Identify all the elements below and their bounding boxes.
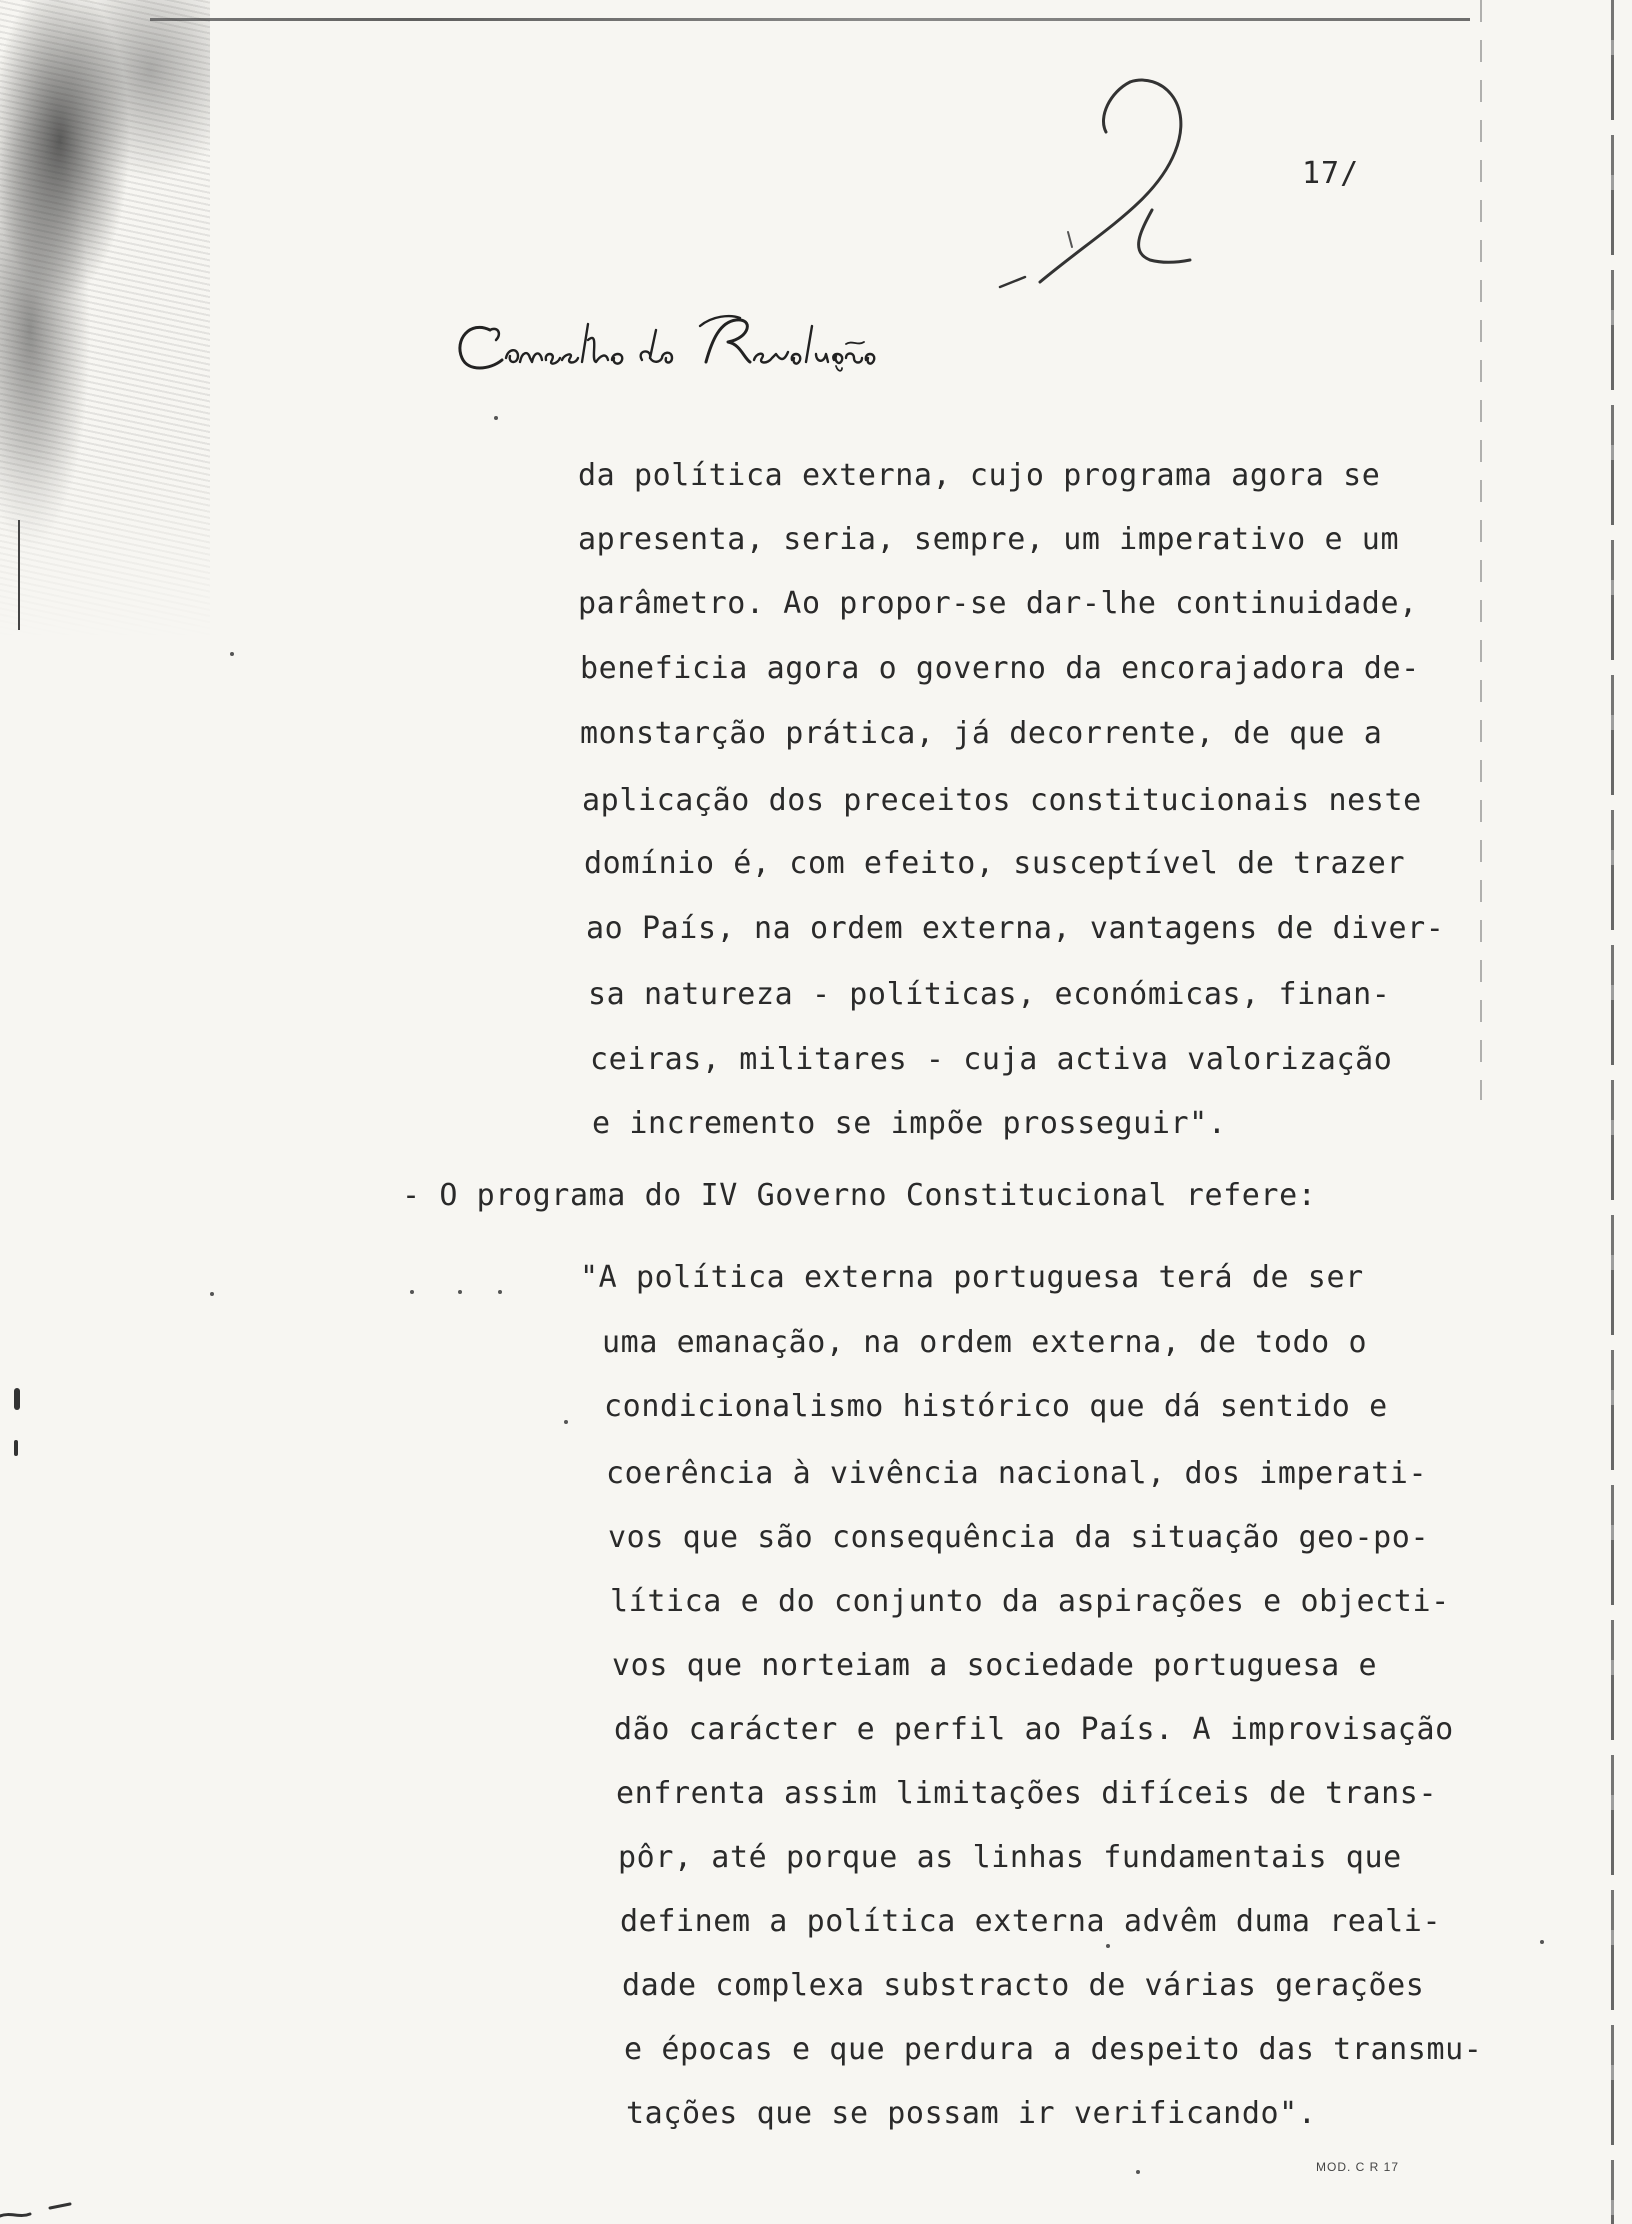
body-line: sa natureza - políticas, económicas, finan- — [588, 977, 1391, 1012]
scan-speck — [210, 1292, 214, 1296]
body-line: pôr, até porque as linhas fundamentais que — [618, 1840, 1402, 1875]
handwritten-numeral-mark — [980, 72, 1220, 312]
body-line: dade complexa substracto de várias gerações — [622, 1968, 1425, 2003]
right-scan-edge — [1611, 0, 1614, 2224]
scan-speck — [564, 1420, 568, 1424]
right-scan-edge-inner — [1480, 0, 1482, 1100]
body-line: uma emanação, na ordem externa, de todo o — [602, 1325, 1368, 1360]
body-line: "A política externa portuguesa terá de ser — [580, 1260, 1364, 1295]
body-line: coerência à vivência nacional, dos imperati- — [606, 1456, 1428, 1491]
binding-mark — [14, 1440, 18, 1456]
body-line: monstarção prática, já decorrente, de que a — [580, 716, 1383, 751]
scan-speck — [230, 652, 234, 656]
body-line: beneficia agora o governo da encorajadora de- — [580, 651, 1420, 686]
body-line: definem a política externa advêm duma reali- — [620, 1904, 1442, 1939]
form-code: MOD. C R 17 — [1316, 2160, 1400, 2174]
scan-speck — [410, 1290, 414, 1294]
body-line: vos que são consequência da situação geo-po- — [608, 1520, 1430, 1555]
scan-speck — [1540, 1940, 1544, 1944]
body-line: e incremento se impõe prosseguir". — [592, 1106, 1227, 1141]
body-line: condicionalismo histórico que dá sentido e — [604, 1389, 1388, 1424]
left-scan-edge — [18, 520, 20, 630]
body-line: apresenta, seria, sempre, um imperativo e um — [578, 522, 1400, 557]
page-number: 17/ — [1302, 156, 1360, 191]
body-line: e épocas e que perdura a despeito das transmu- — [624, 2032, 1483, 2067]
scan-edge-mark — [0, 2196, 90, 2224]
scan-speck — [458, 1290, 462, 1294]
scan-speck — [1106, 1944, 1110, 1948]
scan-speck — [498, 1290, 502, 1294]
body-line: domínio é, com efeito, susceptível de trazer — [584, 846, 1406, 881]
body-line: ceiras, militares - cuja activa valorização — [590, 1042, 1393, 1077]
scan-smudge — [0, 0, 210, 640]
body-line: aplicação dos preceitos constitucionais neste — [582, 783, 1422, 818]
body-line: enfrenta assim limitações difíceis de trans- — [616, 1776, 1438, 1811]
body-line: lítica e do conjunto da aspirações e objecti- — [610, 1584, 1450, 1619]
body-line: parâmetro. Ao propor-se dar-lhe continuidade, — [578, 586, 1418, 621]
top-scan-rule — [150, 18, 1470, 21]
body-line: dão carácter e perfil ao País. A improvisação — [614, 1712, 1454, 1747]
body-line: ao País, na ordem externa, vantagens de diver- — [586, 911, 1445, 946]
scan-speck — [1136, 2170, 1140, 2174]
scan-speck — [494, 416, 498, 420]
body-line: vos que norteiam a sociedade portuguesa e — [612, 1648, 1378, 1683]
letterhead-script — [450, 300, 930, 390]
bullet-line: - O programa do IV Governo Constitucional refere: — [402, 1178, 1317, 1213]
body-line: tações que se possam ir verificando". — [626, 2096, 1317, 2131]
body-line: da política externa, cujo programa agora se — [578, 458, 1381, 493]
binding-mark — [14, 1388, 20, 1410]
